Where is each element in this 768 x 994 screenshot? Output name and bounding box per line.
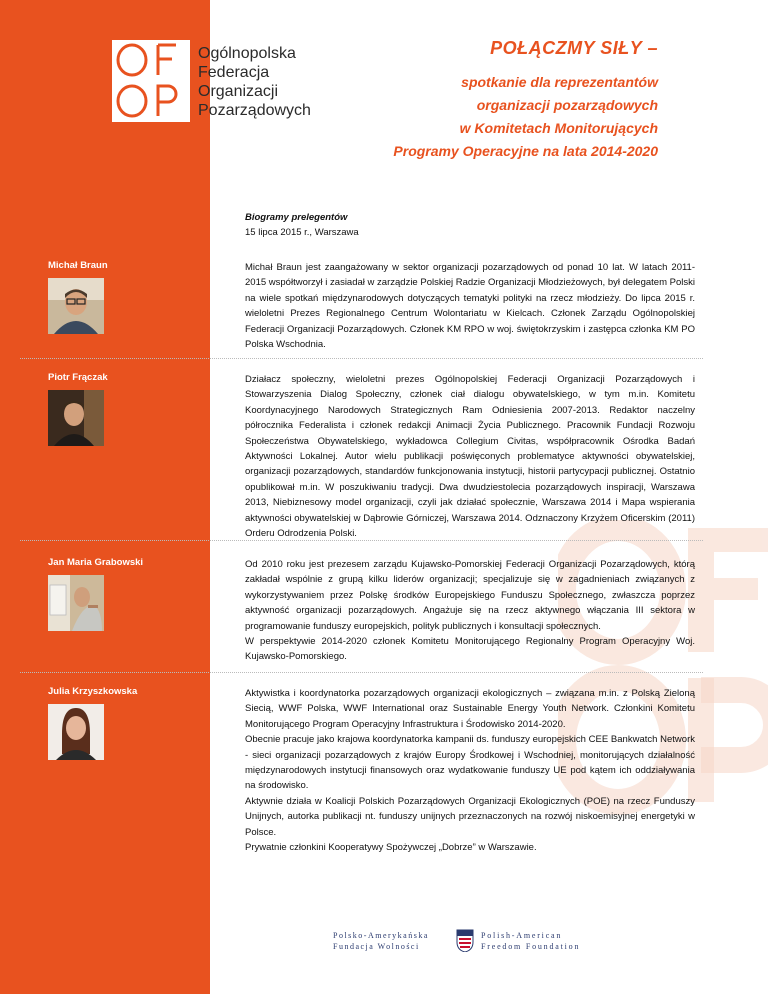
event-subtitle-line: spotkanie dla reprezentantów <box>461 74 658 90</box>
event-subtitle-line: organizacji pozarządowych <box>476 97 658 113</box>
pafw-en-line: Freedom Foundation <box>481 942 581 951</box>
pafw-en-line: Polish-American <box>481 931 563 940</box>
flag-icon <box>455 928 475 952</box>
bio-paragraph: Od 2010 roku jest prezesem zarządu Kujawsko-Pomorskiej Federacji Organizacji Pozarządowych, którą zakładał wspólnie z grupą kilku liderów organizacji; specjalizuje się w zagadnieniach związanych z wykorzystywaniem przez Polskę środków Europejskiego Funduszu Społecznego, zwłaszcza poprzez aktywność organizacji pozarządowych. Angażuje się na rzecz aktywnego włączania III sektora w programowanie funduszy europejskich, polityk publicznych i konsultacji społecznych. <box>245 559 695 632</box>
speaker-bio <box>245 686 695 855</box>
bio-paragraph: Prywatnie członkini Kooperatywy Spożywczej „Dobrze” w Warszawie. <box>245 842 537 854</box>
speaker-name: Michał Braun <box>48 260 108 271</box>
speaker-name: Julia Krzyszkowska <box>48 686 138 697</box>
logo-line: Federacja <box>198 64 270 81</box>
entry-divider <box>20 672 703 673</box>
speaker-photo <box>48 575 104 631</box>
event-date: 15 lipca 2015 r., Warszawa <box>245 227 359 238</box>
pafw-pl-line: Polsko-Amerykańska <box>333 931 429 940</box>
bio-paragraph: Aktywistka i koordynatorka pozarządowych organizacji ekologicznych – związana m.in. z Polską Zieloną Siecią, WWF Polska, WWF International oraz Sustainable Energy Youth Network. Członkini Komitetu Monitorującego Program Operacyjny Infrastruktura i Środowisko 2014-2020. <box>245 688 695 730</box>
entry-divider <box>20 358 703 359</box>
bio-paragraph: Aktywnie działa w Koalicji Polskich Pozarządowych Organizacji Ekologicznych (POE) na rzecz Funduszy Unijnych, autorka publikacji nt. funduszy unijnych przeznaczonych na rozwój niskoemisyjnej energetyki w Polsce. <box>245 795 695 838</box>
pafw-logo <box>333 928 608 958</box>
pafw-name-pl <box>333 930 429 952</box>
speaker-bio <box>245 260 695 352</box>
document-meta <box>245 210 359 240</box>
event-subtitle-line: w Komitetach Monitorujących <box>459 120 658 136</box>
pafw-pl-line: Fundacja Wolności <box>333 942 420 951</box>
logo-line: Ogólnopolska <box>198 45 296 62</box>
bio-paragraph: Michał Braun jest zaangażowany w sektor organizacji pozarządowych od ponad 10 lat. W latach 2011-2015 współtworzył i zasiadał w zarządzie Polskiej Radzie Organizacji Młodzieżowych, był delegatem Polski na wiele spotkań międzynarodowych dotyczących tematyki polityki na rzecz młodzieży. Do lipca 2015 r. wieloletni Prezes Regionalnego Centrum Wolontariatu w Kielcach. Członek Zarządu Ogólnopolskiej Federacji Organizacji Pozarządowych. Członek KM RPO w woj. świętokrzyskim i zastępca członka KM PO Polska Wschodnia. <box>245 262 695 351</box>
event-title: POŁĄCZMY SIŁY – <box>490 38 658 58</box>
bio-paragraph: Obecnie pracuje jako krajowa koordynatorka kampanii ds. funduszy europejskich CEE Bankwatch Network - sieci organizacji pozarządowych z krajów Europy Środkowej i Wschodniej, monitorujących działalność międzynarodowych instytucji finansowych oraz wydatkowanie funduszy UE pod kątem ich oddziaływania na środowisko. <box>245 734 695 792</box>
speaker-bio <box>245 557 695 665</box>
sidebar-band <box>0 0 210 994</box>
speaker-name: Piotr Frączak <box>48 372 108 383</box>
ofop-logo <box>112 40 332 130</box>
ofop-logo-mark <box>112 40 190 122</box>
logo-line: Pozarządowych <box>198 102 311 119</box>
event-header <box>393 38 658 163</box>
bio-paragraph: W perspektywie 2014-2020 członek Komitetu Monitorującego Regionalny Program Operacyjny Woj. Kujawsko-Pomorskiego. <box>245 636 695 663</box>
logo-line: Organizacji <box>198 83 279 100</box>
ofop-logo-text <box>198 44 311 120</box>
speaker-photo <box>48 278 104 334</box>
pafw-name-en <box>481 930 580 952</box>
speaker-name: Jan Maria Grabowski <box>48 557 144 568</box>
event-subtitle-line: Programy Operacyjne na lata 2014-2020 <box>393 143 658 159</box>
speaker-bio <box>245 372 695 541</box>
entry-divider <box>20 540 703 541</box>
bio-paragraph: Działacz społeczny, wieloletni prezes Ogólnopolskiej Federacji Organizacji Pozarządowych i Stowarzyszenia Dialog Społeczny, członek ciał dialogu obywatelskiego, w tym m.in. Komitetu Koordynacyjnego Narodowych Strategicznych Ram Odniesienia 2007-2013. Redaktor naczelny półrocznika Federalista i członek redakcji Animacji Życia Publicznego. Pracownik Fundacji Rozwoju Społeczeństwa Obywatelskiego, wykładowca Collegium Civitas, współpracownik Ośrodka Badań Aktywności Lokalnej. Autor wielu publikacji poświęconych problematyce aktywności obywatelskiej, organizacji pozarządowych, standardów funkcjonowania instytucji, historii partycypacji publicznej. Ostatnio opublikował m.in. W poszukiwaniu tradycji. Dwa dwudziestolecia pozarządowych inspiracji, Warszawa 2013, Niebiznesowy model organizacji, czyli jak działać społecznie, Warszawa 2014 i Mapa wspierania aktywności obywatelskiej w Dąbrowie Górniczej, Warszawa 2014. Odznaczony Krzyżem Oficerskim (2011) Orderu Odrodzenia Polski. <box>245 374 695 540</box>
bio-heading: Biogramy prelegentów <box>245 212 348 223</box>
speaker-photo <box>48 704 104 760</box>
speaker-photo <box>48 390 104 446</box>
